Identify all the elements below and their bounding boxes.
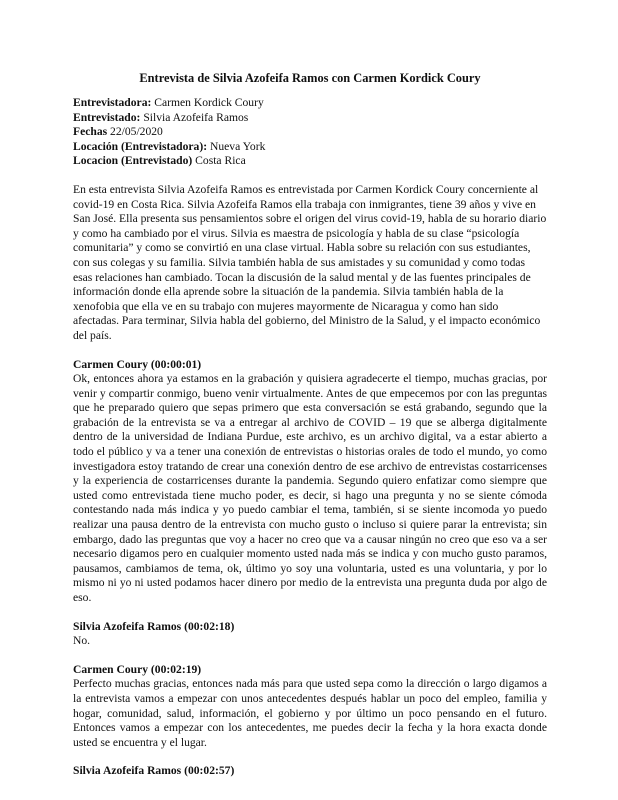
meta-label: Entrevistadora: (73, 96, 152, 109)
meta-interviewee (73, 111, 547, 126)
meta-value: Silvia Azofeifa Ramos (140, 110, 249, 124)
meta-label: Fechas (73, 125, 108, 139)
speaker-label: Silvia Azofeifa Ramos (00:02:18) (73, 619, 235, 633)
document-title: Entrevista de Silvia Azofeifa Ramos con Carmen Kordick Coury (139, 71, 481, 85)
meta-location-interviewer (73, 140, 547, 155)
transcript-turn (73, 620, 547, 649)
meta-label: Locación (Entrevistadora): (73, 139, 208, 153)
document-content (73, 70, 547, 779)
transcript-turn (73, 764, 547, 779)
metadata-block (73, 96, 547, 169)
meta-label: Locacion (Entrevistado) (73, 154, 193, 168)
meta-location-interviewee (73, 154, 547, 169)
meta-label: Entrevistado: (73, 110, 141, 124)
transcript-turn (73, 663, 547, 751)
speaker-label: Silvia Azofeifa Ramos (00:02:57) (73, 764, 235, 778)
meta-value: Costa Rica (192, 154, 246, 168)
speech-text: Perfecto muchas gracias, entonces nada más para que usted sepa como la dirección o largo digamos a la entrevista vamos a empezar con unos antecedentes después hablar un poco del empleo, familia y hogar, comunidad, salud, información, el gobierno y por último un poco pensando en el futuro. Entonces vamos a empezar con los antecedentes, me puedes decir la fecha y la hora exacta donde usted se encuentra y el lugar. (73, 677, 547, 749)
meta-value: Nueva York (207, 139, 266, 153)
meta-date (73, 125, 547, 140)
speaker-label: Carmen Coury (00:02:19) (73, 662, 202, 676)
transcript-turn (73, 358, 547, 606)
interview-summary: En esta entrevista Silvia Azofeifa Ramos es entrevistada por Carmen Kordick Coury concerniente al covid-19 en Costa Rica. Silvia Azofeifa Ramos ella trabaja con inmigrantes, tiene 39 años y vive en San José. Ella presenta sus pensamientos sobre el origen del virus covid-19, habla de su horario diario y como ha cambiado por el virus. Silvia es maestra de psicología y habla de su clase “psicología comunitaria” y como se convirtió en una clase virtual. Habla sobre su relación con sus estudiantes, con sus colegas y su familia. Silvia también habla de sus amistades y su comunidad y como todas esas relaciones han cambiado. Tocan la discusión de la salud mental y de las fuentes principales de información donde ella aprende sobre la situación de la pandemia. Silvia también habla de la xenofobia que ella ve en su trabajo con mujeres mayormente de Nicaragua y como han sido afectadas. Para terminar, Silvia habla del gobierno, del Ministro de la Salud, y el impacto económico del país. (73, 182, 547, 342)
speech-text: Ok, entonces ahora ya estamos en la grabación y quisiera agradecerte el tiempo, muchas gracias, por venir y compartir conmigo, bueno venir virtualmente. Antes de que empecemos por con las preguntas que he preparado quiero que sepas primero que esta conversación se está grabando, segundo que la grabación de la entrevista se va a entregar al archivo de COVID – 19 que se alberga digitalmente dentro de la universidad de Indiana Purdue, este archivo, es un archivo digital, va a estar abierto a todo el público y va a tener una conexión de entrevistas o historias orales de todo el mundo, yo como investigadora estoy tratando de crear una conexión dentro de ese archivo de entrevistas costarricenses y la experiencia de costarricenses durante la pandemia. Segundo quiero enfatizar como siempre que usted como entrevistada tiene mucho poder, es decir, si hago una pregunta y no se siente cómoda contestando nada más indica y yo puedo cambiar el tema, también, si se siente incomoda yo puedo realizar una pausa dentro de la entrevista con mucho gusto o incluso si quiere parar la entrevista; sin embargo, dado las preguntas que voy a hacer no creo que va a causar ningún no creo que eso va a ser necesario digamos pero en cualquier momento usted nada más se indica y con mucho gusto paramos, pausamos, cambiamos de tema, ok, último yo soy una voluntaria, usted es una voluntaria, y por lo mismo ni yo ni usted podamos hacer dinero por medio de la entrevista una pregunta duda por algo de eso. (73, 372, 547, 604)
speaker-label: Carmen Coury (00:00:01) (73, 357, 202, 371)
meta-value: Carmen Kordick Coury (151, 96, 264, 109)
speech-text: No. (73, 634, 91, 648)
meta-interviewer (73, 96, 547, 111)
meta-value: 22/05/2020 (107, 125, 163, 139)
